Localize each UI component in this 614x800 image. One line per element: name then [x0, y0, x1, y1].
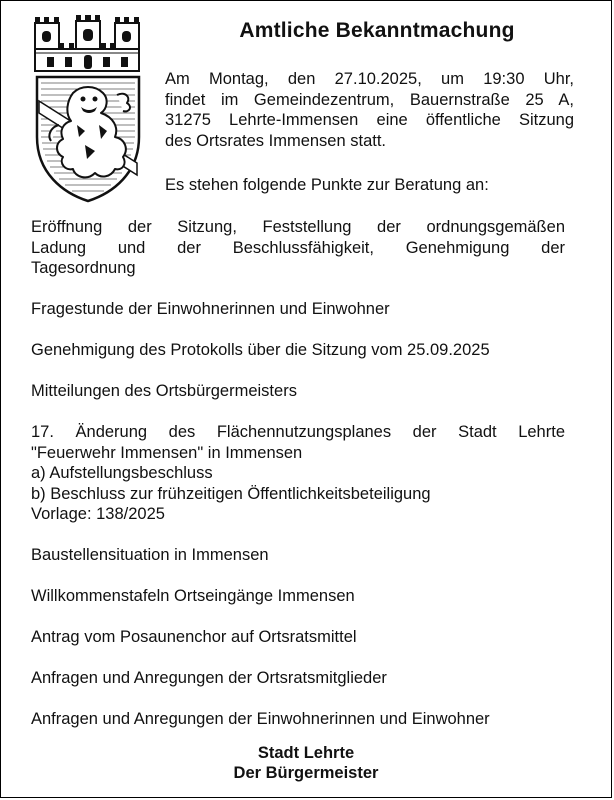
agenda-item-opening [31, 217, 565, 279]
agenda-item-question-time [31, 299, 565, 320]
agenda-line: Baustellensituation in Immensen [31, 546, 269, 564]
announcement-line: Am Montag, den 27.10.2025, um 19:30 Uhr, [165, 70, 574, 88]
agenda-line: Anfragen und Anregungen der Ortsratsmitglieder [31, 669, 387, 687]
agenda-line: Ladung und der Beschlussfähigkeit, Genehmigung der [31, 238, 565, 257]
page-title: Amtliche Bekanntmachung [239, 19, 515, 42]
signature-title: Der Bürgermeister [233, 764, 379, 782]
agenda-line: Antrag vom Posaunenchor auf Ortsratsmittel [31, 628, 357, 646]
agenda-line: 17. Änderung des Flächennutzungsplanes der Stadt Lehrte [31, 423, 565, 441]
agenda-intro: Es stehen folgende Punkte zur Beratung an: [165, 176, 489, 194]
agenda-item-announcements [31, 381, 565, 402]
agenda-line: Mitteilungen des Ortsbürgermeisters [31, 382, 297, 400]
agenda-line: "Feuerwehr Immensen" in Immensen [31, 443, 303, 462]
agenda-item-council-questions [31, 668, 565, 689]
agenda-item-trombone-choir [31, 627, 565, 648]
coat-of-arms-icon [29, 13, 147, 205]
agenda-line: Willkommenstafeln Ortseingänge Immensen [31, 587, 355, 605]
agenda-line: Genehmigung des Protokolls über die Sitzung vom 25.09.2025 [31, 341, 490, 359]
announcement-line: findet im Gemeindezentrum, Bauernstraße 25 A, [165, 90, 574, 109]
announcement-line: 31275 Lehrte-Immensen eine öffentliche Sitzung [165, 111, 574, 129]
agenda-line: Tagesordnung [31, 259, 136, 277]
agenda-line: a) Aufstellungsbeschluss [31, 464, 213, 482]
agenda-item-construction [31, 545, 565, 566]
meeting-announcement [165, 69, 574, 151]
announcement-line: des Ortsrates Immensen statt. [165, 131, 386, 150]
signature-city: Stadt Lehrte [257, 744, 355, 762]
agenda-item-resident-questions [31, 709, 565, 730]
signature-block [1, 743, 611, 783]
agenda-line: Eröffnung der Sitzung, Feststellung der ordnungsgemäßen [31, 218, 565, 236]
agenda-line: Anfragen und Anregungen der Einwohnerinnen und Einwohner [31, 710, 490, 728]
agenda-line: Fragestunde der Einwohnerinnen und Einwohner [31, 300, 390, 318]
agenda-line: Vorlage: 138/2025 [31, 505, 165, 523]
agenda-line: b) Beschluss zur frühzeitigen Öffentlichkeitsbeteiligung [31, 484, 431, 503]
agenda-item-minutes [31, 340, 565, 361]
agenda-item-land-use-plan [31, 422, 565, 525]
agenda-item-welcome-signs [31, 586, 565, 607]
agenda-list [31, 217, 565, 750]
